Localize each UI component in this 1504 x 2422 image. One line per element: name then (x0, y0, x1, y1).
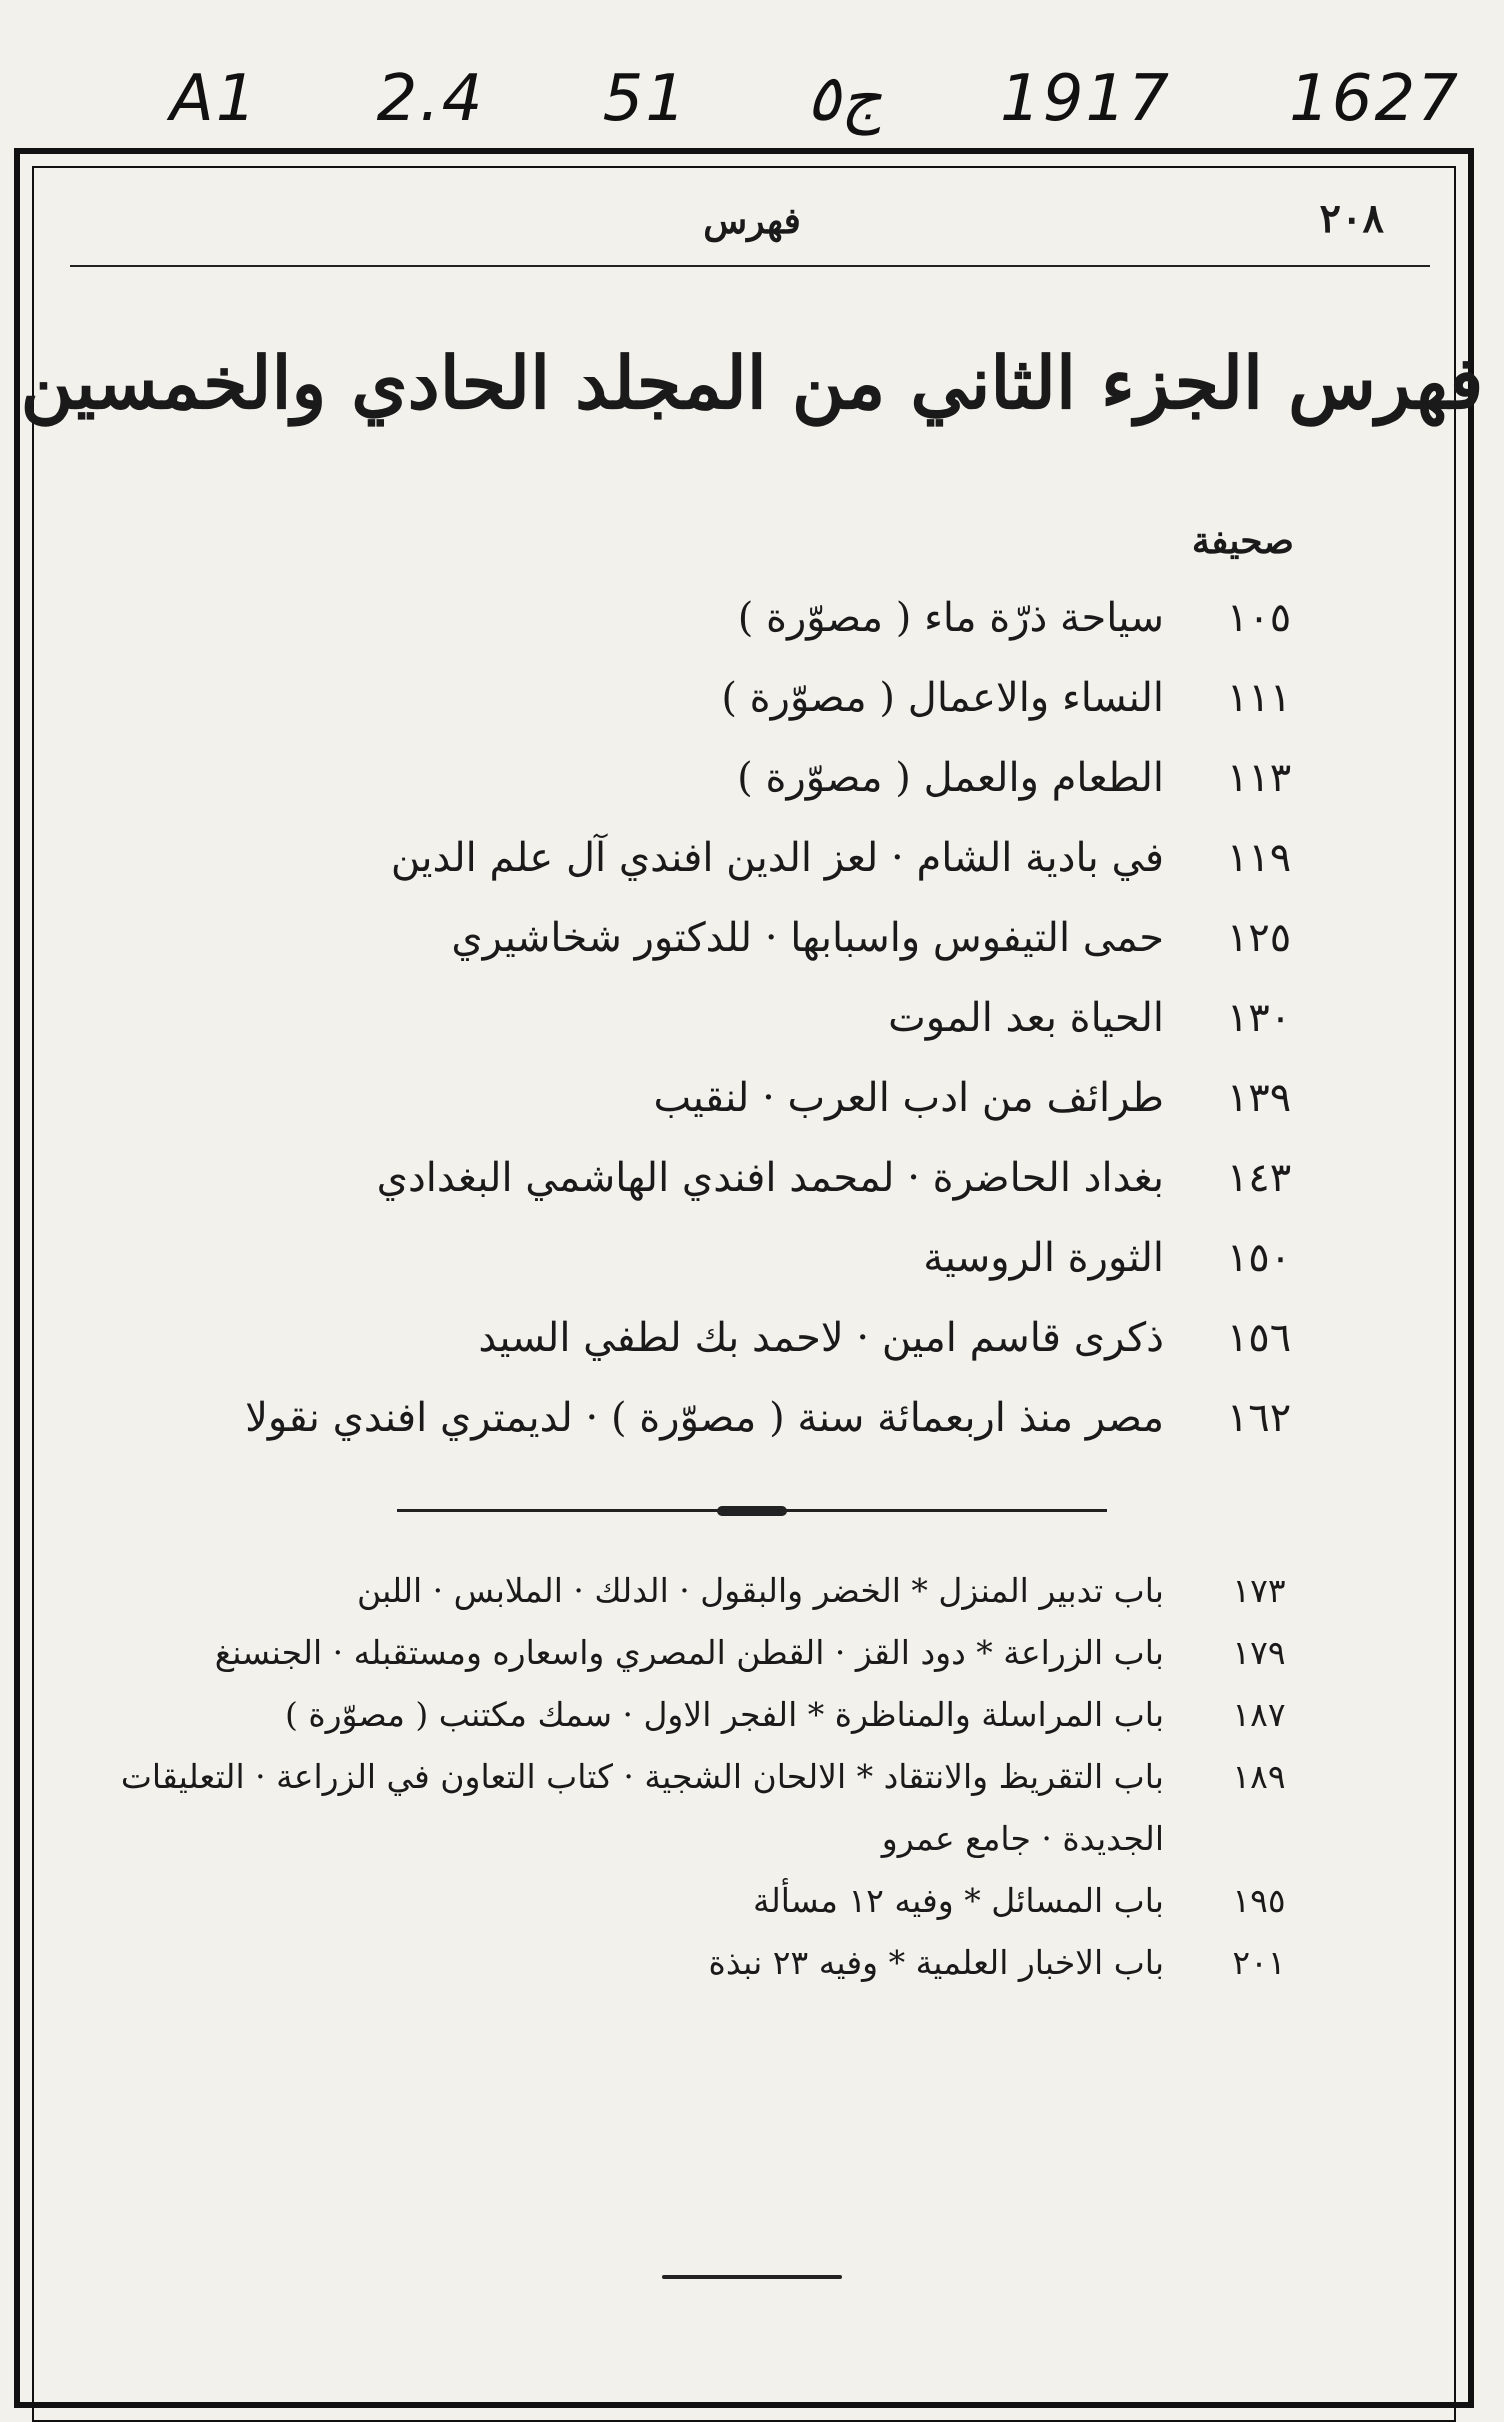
entry-title: الثورة الروسية (923, 1235, 1164, 1281)
page-number: ٢٠٨ (1319, 195, 1384, 242)
section-page: ١٨٩ (1232, 1757, 1286, 1796)
note-part: 1627 (1289, 62, 1460, 136)
note-part: 51 (602, 62, 689, 136)
entry-page: ١١١ (1226, 675, 1292, 721)
section-title-continuation: الجديدة · جامع عمرو (881, 1819, 1164, 1858)
toc-entry (124, 1155, 1324, 1235)
section-title: باب الاخبار العلمية * وفيه ٢٣ نبذة (708, 1943, 1164, 1982)
toc-section (34, 1932, 1324, 1994)
entry-page: ١٥٠ (1226, 1235, 1292, 1281)
toc-entry (124, 1235, 1324, 1315)
entry-page: ١٠٥ (1226, 595, 1292, 641)
toc-entry (124, 755, 1324, 835)
toc-entry (124, 915, 1324, 995)
entry-title: الطعام والعمل ( مصوّرة ) (737, 755, 1164, 801)
toc-entry (124, 835, 1324, 915)
entry-title: في بادية الشام · لعز الدين افندي آل علم الدين (390, 835, 1164, 881)
handwritten-note (170, 62, 1460, 136)
section-title: باب المسائل * وفيه ١٢ مسألة (753, 1881, 1164, 1920)
section-divider-ornament (0, 1500, 1504, 1519)
note-part: ج٥ (806, 62, 882, 136)
section-title: باب الزراعة * دود القز · القطن المصري واسعاره ومستقبله · الجنسنغ (214, 1633, 1164, 1672)
header-divider (70, 265, 1430, 267)
entry-page: ١٣٠ (1226, 995, 1292, 1041)
section-page: ١٩٥ (1232, 1881, 1286, 1920)
entry-title: مصر منذ اربعمائة سنة ( مصوّرة ) · لديمتري افندي نقولا (245, 1395, 1164, 1441)
note-part: 1917 (1000, 62, 1171, 136)
entry-page: ١٦٢ (1226, 1395, 1292, 1441)
toc-entry (124, 995, 1324, 1075)
entry-page: ١٢٥ (1226, 915, 1292, 961)
toc-entry (124, 1315, 1324, 1395)
entry-title: بغداد الحاضرة · لمحمد افندي الهاشمي البغدادي (376, 1155, 1164, 1201)
running-header: فهرس (703, 200, 801, 242)
section-page: ١٨٧ (1232, 1695, 1286, 1734)
toc-section (34, 1560, 1324, 1622)
note-part: A1 (170, 62, 259, 136)
entry-title: النساء والاعمال ( مصوّرة ) (721, 675, 1164, 721)
toc-sections-list (34, 1560, 1324, 1994)
toc-section (34, 1684, 1324, 1746)
page-title: فهرس الجزء الثاني من المجلد الحادي والخمسين (20, 340, 1484, 425)
entry-title: الحياة بعد الموت (888, 995, 1164, 1041)
entry-page: ١٥٦ (1226, 1315, 1292, 1361)
entry-title: طرائف من ادب العرب · لنقيب (653, 1075, 1164, 1121)
toc-main-list (124, 595, 1324, 1475)
entry-title: ذكرى قاسم امين · لاحمد بك لطفي السيد (478, 1315, 1164, 1361)
entry-title: حمى التيفوس واسبابها · للدكتور شخاشيري (451, 915, 1164, 961)
section-title-block (121, 1746, 1194, 1870)
toc-entry (124, 1395, 1324, 1475)
entry-page: ١١٩ (1226, 835, 1292, 881)
section-page: ١٧٣ (1232, 1571, 1286, 1610)
toc-section (34, 1746, 1324, 1870)
note-part: 2.4 (376, 62, 485, 136)
toc-entry (124, 675, 1324, 755)
entry-page: ١٣٩ (1226, 1075, 1292, 1121)
toc-section (34, 1870, 1324, 1932)
section-title: باب تدبير المنزل * الخضر والبقول · الدلك · الملابس · اللبن (356, 1571, 1164, 1610)
section-page: ١٧٩ (1232, 1633, 1286, 1672)
entry-page: ١١٣ (1226, 755, 1292, 801)
toc-entry (124, 1075, 1324, 1155)
toc-section (34, 1622, 1324, 1684)
toc-entry (124, 595, 1324, 675)
section-page: ٢٠١ (1232, 1943, 1286, 1982)
entry-page: ١٤٣ (1226, 1155, 1292, 1201)
entry-title: سياحة ذرّة ماء ( مصوّرة ) (737, 595, 1164, 641)
end-ornament (0, 2264, 1504, 2283)
column-header: صحيفة (1191, 520, 1294, 562)
section-title: باب التقريظ والانتقاد * الالحان الشجية · كتاب التعاون في الزراعة · التعليقات (120, 1757, 1164, 1796)
section-title: باب المراسلة والمناظرة * الفجر الاول · سمك مكتنب ( مصوّرة ) (284, 1695, 1164, 1734)
